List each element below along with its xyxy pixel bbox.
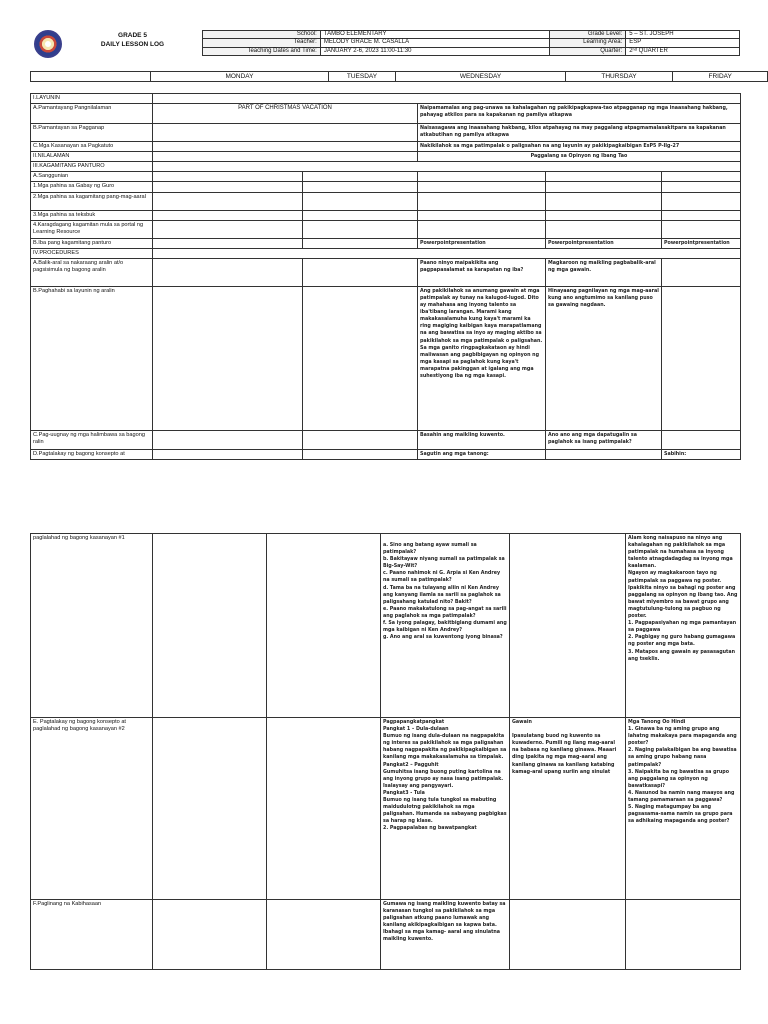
day-header-blank (31, 72, 151, 82)
row-cell-empty (418, 210, 546, 220)
pamantayang-pangnilalaman-content: Naipamamalas ang pag-unawa sa kahalagahan ng pakikipagkapwa-tao atpagganap ng mga inaasahang hakbang, pahayag atkilos para sa kapakanan ng pamilya atkapwa (418, 104, 741, 124)
row-cell-empty (153, 192, 303, 210)
row-cell-empty (153, 182, 303, 192)
row-label-learning-resource: 4.Karagdagang kagamitan mula sa portal ng Learning Resource (31, 220, 153, 238)
row-label-pag-uugnay: C.Pag-uugnay ng mga halimbawa sa bagong ralin (31, 430, 153, 449)
row-cell-empty (546, 172, 662, 182)
row-cell-empty (153, 248, 741, 258)
row-cell-empty (662, 182, 741, 192)
kasanayan-sa-pagkatuto-content: Nakikilahok sa mga patimpalak o paligsahan na ang layunin ay pakikipagkaibigan EsP5 P-IIg-27 (418, 142, 741, 152)
grade-level-value: 5 – ST. JOSEPH (626, 31, 740, 39)
row-cell-empty (626, 900, 741, 970)
row-cell-empty (662, 430, 741, 449)
row-label-procedures: IV.PROCEDURES (31, 248, 153, 258)
row-cell-empty (418, 192, 546, 210)
row-label-sanggunian: A.Sanggunian (31, 172, 153, 182)
school-value: TAMBO ELEMENTARY (320, 31, 549, 39)
row-label-teksbuk: 3.Mga pahina sa teksbuk (31, 210, 153, 220)
row-cell-empty (153, 900, 267, 970)
row-cell-empty (153, 449, 303, 459)
thursday-gawain: Gawain Ipasulatang buod ng kuwento sa kuwaderno. Pumili ng ilang mag-aaral na babasa ng kanilang ginawa. Maaari ding ipakita ng mga mag-aaral ang kanilang ginawa sa kanilang katabing kamag-aral upang suriin ang sinulat (510, 718, 626, 900)
row-label-pagtalakay-1: D.Pagtalakay ng bagong konsepto at (31, 449, 153, 459)
row-cell-empty (303, 182, 418, 192)
row-cell-empty (153, 94, 741, 104)
row-cell-empty (510, 900, 626, 970)
row-cell-empty (546, 449, 662, 459)
row-cell-empty (153, 258, 303, 286)
row-cell-empty (153, 718, 267, 900)
thursday-materials: Powerpointpresentation (546, 238, 662, 248)
day-header-thursday: THURSDAY (565, 72, 673, 82)
row-cell-empty (662, 210, 741, 220)
row-cell-empty (153, 124, 418, 142)
row-label-pamantayang-pangnilalaman: A.Pamantayang Pangnilalaman (31, 104, 153, 124)
row-label-kagamitang-panturo: III.KAGAMITANG PANTURO (31, 162, 153, 172)
row-cell-empty (510, 534, 626, 718)
row-label-gabay-ng-guro: 1.Mga pahina sa Gabay ng Guro (31, 182, 153, 192)
row-label-balik-aral: A.Balik-aral sa nakaraang aralin at/o pagsisimula ng bagong aralin (31, 258, 153, 286)
row-cell-empty (418, 182, 546, 192)
wednesday-paghahabi: Ang pakikilahok sa anumang gawain at mga patimpalak ay tunay na kalugod-lugod. Dito ay mahahasa ang inyong talento sa iba'tibang larangan. Marami kang makakasalamuha kung kaya't marami ka ring magiging kaibigan kaya marapatlamang na ang bawatisa sa inyo ay maging aktibo sa pakikilahok sa mga patimpalak o paligsahan. Sa mga ganito ringpagkakataon ay hindi maiiwasan ang pagbibigayan ng opinyon ng mga kasapi sa paglahok kung kaya't marapatna pakinggan at igalang ang mga suhestiyong iba ng mga kasapi. (418, 286, 546, 430)
row-cell-empty (153, 534, 267, 718)
row-cell-empty (662, 258, 741, 286)
school-label: School: (203, 31, 321, 39)
thursday-paghahabi: Hinayaang pagnilayan ng mga mag-aaral kung ano angtumimo sa kanilang puso sa gawaing nagdaan. (546, 286, 662, 430)
wednesday-questions: a. Sino ang batang ayaw sumali sa patimpalak? b. Bakitayaw niyang sumali sa patimpalak sa Big-Say-Wit? c. Paano nahimok ni G. Arpia si Ken Andrey na sumali sa patimpalak? d. Tama ba na tulayang aliin ni Ken Andrey ang kanyang ilamla sa sarili sa paglahok sa paligsahang katulad nito? Bakit? e. Paano makakatulong sa pag-angat sa sarili ang paglahok sa mga patimpalak? f. Sa iyong palagay, bakitbiglang dumami ang mga kaibigan ni Ken Andrey? g. Ano ang aral sa kuwentong iyong binasa? (381, 534, 510, 718)
row-cell-empty (662, 286, 741, 430)
row-cell-empty (267, 718, 381, 900)
thursday-balik-aral: Magkaroon ng maikling pagbabalik-aral ng mga gawain. (546, 258, 662, 286)
row-label-kasanayan-sa-pagkatuto: C.Mga Kasanayan sa Pagkatuto (31, 142, 153, 152)
row-cell-empty (418, 220, 546, 238)
friday-poster-activity: Alam kong naisapuso na ninyo ang kahalagahan ng pakikilahok sa mga patimpalak na humahasa sa inyong talento atnagdadagdag sa inyong mga kaalaman. Ngayon ay magkakaroon tayo ng patimpalak sa paggawa ng poster. Ipakikita ninyo sa bahagi ng poster ang paggalang sa opinyon ng ibang tao. Ang bawat miyembro sa bawat grupo ang magtutulung-tulong sa pagbuo ng poster. 1. Pagpapasiyahan ng mga pamantayan sa paggawa 2. Pagbigay ng guro habang gumagawa ng poster ang mga bata. 3. Matapos ang gawain ay pasasagutan ang tseklis. (626, 534, 741, 718)
row-label-paghahabi: B.Paghahabi sa layunin ng aralin (31, 286, 153, 430)
deped-seal-icon (34, 30, 62, 58)
row-cell-empty (303, 192, 418, 210)
row-cell-empty (546, 182, 662, 192)
wednesday-paglinang: Gumawa ng isang maikling kuwento batay sa karanasan tungkol sa pakikilahok sa mga paligsahan atkung paano lumawak ang kanilang akikipagkaibigan sa kapwa bata. Ibahagi sa mga kamag- aaral ang sinulatna maikling kuwento. (381, 900, 510, 970)
row-cell-empty (153, 220, 303, 238)
row-cell-empty (153, 238, 303, 248)
friday-checklist: Mga Tanong Oo Hindi 1. Ginawa ba ng aming grupo ang lahatng makakaya para mapaganda ang poster? 2. Naging palakaibigan ba ang bawatisa sa aming grupo habang nasa patimpalak? 3. Naipakita ba ng bawatisa sa grupo ang paggalang sa opinyon ng bawatkasapi? 4. Nasunod ba namin nang maayos ang tamang pamamaraan sa paggawa? 5. Naging matagumpay ba ang pagsasama-sama namin sa grupo para sa adhikaing mapaganda ang poster? (626, 718, 741, 900)
learning-area-value: ESP (626, 39, 740, 47)
row-label-pamantayan-sa-pagganap: B.Pamantayan sa Pagganap (31, 124, 153, 142)
row-cell-empty (153, 142, 418, 152)
nilalaman-content: Paggalang sa Opinyon ng Ibang Tao (418, 152, 741, 162)
row-cell-empty (546, 210, 662, 220)
row-cell-empty (153, 172, 303, 182)
row-cell-empty (546, 192, 662, 210)
quarter-value: 2ⁿᵈ QUARTER (626, 47, 740, 55)
row-label-iba-pang-kagamitan: B.Iba pang kagamitang panturo (31, 238, 153, 248)
day-header-friday: FRIDAY (673, 72, 768, 82)
day-header-wednesday: WEDNESDAY (396, 72, 565, 82)
row-cell-empty (267, 900, 381, 970)
doc-title (80, 31, 185, 49)
grade-title: GRADE 5 (118, 32, 147, 39)
row-cell-empty (303, 172, 418, 182)
row-cell-empty (153, 286, 303, 430)
lesson-table-page2 (30, 533, 741, 970)
row-cell-empty (303, 220, 418, 238)
dates-label: Teaching Dates and Time: (203, 47, 321, 55)
row-cell-empty (153, 152, 418, 162)
wednesday-pangkat: Pagpapangkatpangkat Pangkat 1 – Dula-dulaan Bumuo ng isang dula-dulaan na nagpapakita ng interes sa pakikilahok sa mga paligsahan habang nagpapakita ng pakikipagkaibigan sa kanilang mga makakasalamuha sa timpalak. Pangkat2 – Pagguhit Gumuhitsa isang buong puting kartolina na ang inyong grupo ay nasa isang patimpalak. Isalaysay ang pangyayari. Pangkat3 - Tula Bumuo ng isang tula tungkol sa mabuting maidudulotng pakikilahok sa mga paligsahan. Humanda sa sabayang pagbigkas sa harap ng klase. 2. Pagpapalabas ng bawatpangkat (381, 718, 510, 900)
log-title: DAILY LESSON LOG (100, 41, 165, 48)
row-cell-empty (267, 534, 381, 718)
wednesday-sagutin: Sagutin ang mga tanong: (418, 449, 546, 459)
learning-area-label: Learning Area: (550, 39, 626, 47)
lesson-table-page1 (30, 93, 741, 460)
row-label-pagtalakay-1-cont: paglalahad ng bagong kasanayan #1 (31, 534, 153, 718)
row-cell-empty (662, 220, 741, 238)
row-label-layunin: I.LAYUNIN (31, 94, 153, 104)
wednesday-balik-aral: Paano ninyo maipakikita ang pagpapasalamat sa karapatan ng iba? (418, 258, 546, 286)
info-table (202, 30, 740, 56)
row-cell-empty (418, 172, 546, 182)
row-label-pagtalakay-2: E. Pagtalakay ng bagong konsepto at paglalahad ng bagong kasanayan #2 (31, 718, 153, 900)
monday-christmas-vacation: PART OF CHRISTMAS VACATION (153, 104, 418, 124)
row-cell-empty (303, 286, 418, 430)
dates-value: JANUARY 2-6, 2023 11:00-11:30 (320, 47, 549, 55)
row-cell-empty (303, 258, 418, 286)
friday-sabihin: Sabihin: (662, 449, 741, 459)
day-header-monday: MONDAY (151, 72, 328, 82)
teacher-value: MELODY GRACE M. CASALLA (320, 39, 549, 47)
row-cell-empty (303, 210, 418, 220)
row-label-paglinang: F.Paglinang na Kabihasaan (31, 900, 153, 970)
grade-level-label: Grade Level: (550, 31, 626, 39)
quarter-label: Quarter: (550, 47, 626, 55)
friday-materials: Powerpointpresentation (662, 238, 741, 248)
row-cell-empty (546, 220, 662, 238)
dll-header (30, 28, 740, 64)
row-cell-empty (153, 210, 303, 220)
row-cell-empty (303, 449, 418, 459)
row-cell-empty (662, 192, 741, 210)
day-header-tuesday: TUESDAY (328, 72, 396, 82)
row-cell-empty (662, 172, 741, 182)
teacher-label: Teacher: (203, 39, 321, 47)
row-cell-empty (153, 162, 741, 172)
thursday-pag-uugnay: Ano ano ang mga dapatugalin sa paglahok sa isang patimpalak? (546, 430, 662, 449)
row-cell-empty (303, 430, 418, 449)
pamantayan-sa-pagganap-content: Naisasagawa ang inaasahang hakbang, kilos atpahayag na may paggalang atpagmamalasakitpara sa kapakanan atkabutihan ng pamilya atkapwa (418, 124, 741, 142)
row-cell-empty (303, 238, 418, 248)
row-cell-empty (153, 430, 303, 449)
row-label-nilalaman: II.NILALAMAN (31, 152, 153, 162)
wednesday-pag-uugnay: Basahin ang maikling kuwento. (418, 430, 546, 449)
day-header-row (30, 71, 768, 82)
wednesday-materials: Powerpointpresentation (418, 238, 546, 248)
row-label-kagamitang-pang-mag-aaral: 2.Mga pahina sa kagamitang pang-mag-aaral (31, 192, 153, 210)
